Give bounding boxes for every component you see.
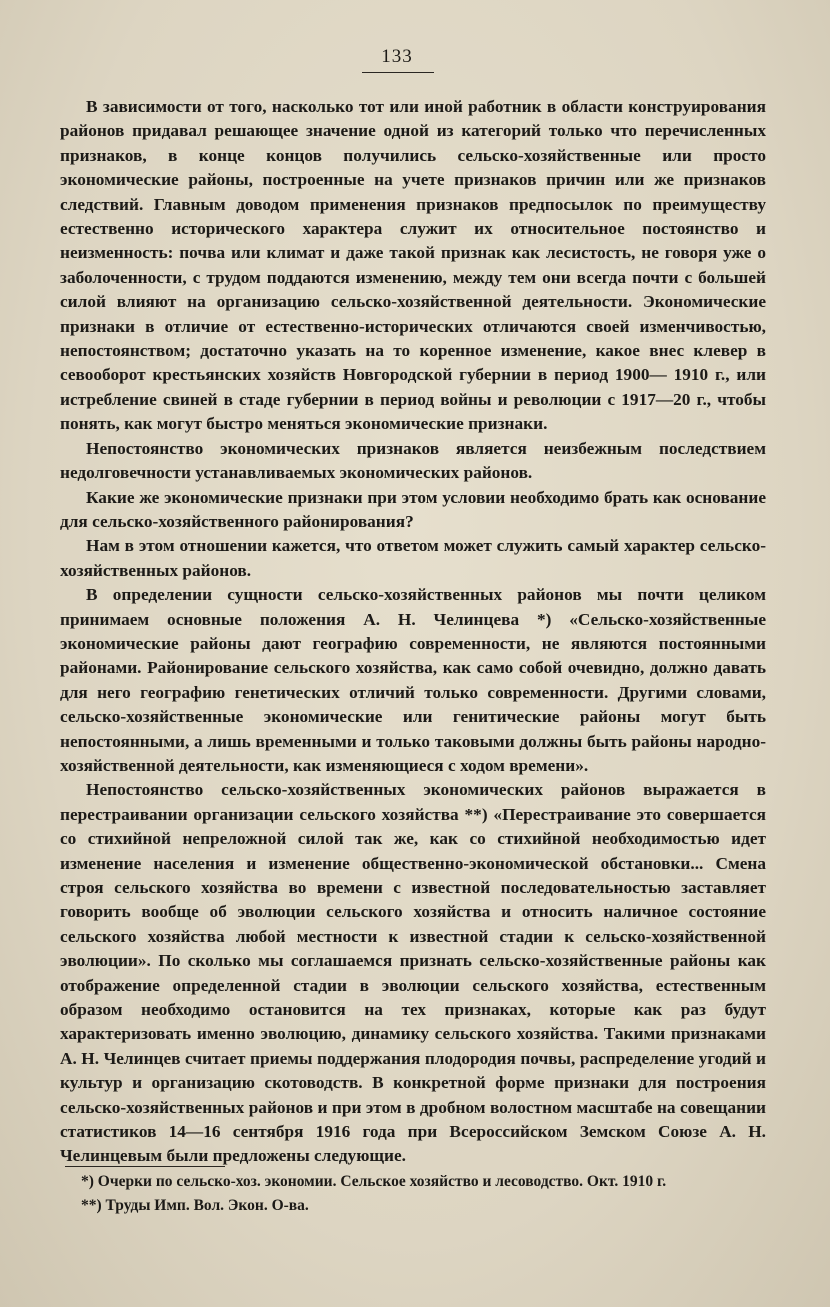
paragraph-1: В зависимости от того, насколько тот или иной работник в области конструирования районов придавал решающее значение одной из категорий только что перечисленных признаков, в конце концов получились сельско-хозяйственные или просто экономические районы, построенные на учете признаков причин или же признаков следствий. Главным доводом применения признаков предпосылок по преимуществу естественно исторического характера служит их относительное постоянство и неизменность: почва или климат и даже такой признак как лесистость, не говоря уже о заболоченности, с трудом поддаются изменению, между тем они всегда почти с большей силой влияют на организацию сельско-хозяйственной деятельности. Экономические признаки в отличие от естественно-исторических отличаются своей изменчивостью, непостоянством; достаточно указать на то коренное изменение, какое внес клевер в севооборот крестьянских хозяйств Новгородской губернии в период 1900— 1910 г., или истребление свиней в стаде губернии в период войны и революции с 1917—20 г., чтобы понять, как могут быстро меняться экономические признаки. — [60, 97, 766, 434]
paragraph-4: Нам в этом отношении кажется, что ответом может служить самый характер сельско-хозяйственных районов. — [60, 536, 766, 580]
body-text — [60, 95, 766, 1169]
footnotes — [65, 1170, 765, 1218]
footnote-1: *) Очерки по сельско-хоз. экономии. Сельское хозяйство и лесоводство. Окт. 1910 г. — [81, 1173, 667, 1190]
paragraph-3: Какие же экономические признаки при этом условии необходимо брать как основание для сельско-хозяйственного районирования? — [60, 487, 766, 531]
page-number-rule — [362, 72, 434, 73]
footnote-rule — [65, 1166, 225, 1167]
paragraph-2: Непостоянство экономических признаков является неизбежным последствием недолговечности устанавливаемых экономических районов. — [60, 438, 766, 483]
paragraph-6: Непостоянство сельско-хозяйственных экономических районов выражается в перестраивании организации сельского хозяйства **) «Перестраивание это совершается со стихийной непреложной силой так же, как со стихийной необходимостью идет изменение населения и изменение общественно-экономической обстановки... Смена строя сельского хозяйства во времени с известной последовательностью заставляет говорить вообще об эволюции сельского хозяйства и относить наличное состояние сельского хозяйства любой местности к известной стадии к сельско-хозяйственной эволюции». По сколько мы соглашаемся признать сельско-хозяйственные районы как отображение определенной стадии в эволюции сельского хозяйства, естественным образом необходимо остановится на тех признаках, которые как раз будут характеризовать именно эволюцию, динамику сельского хозяйства. Такими признаками А. Н. Челинцев считает приемы поддержания плодородия почвы, распределение угодий и культур и организацию скотоводств. В конкретной форме признаки для построения сельско-хозяйственных районов и при этом в дробном волостном масштабе на совещании статистиков 14—16 сентября 1916 года при Всероссийском Земском Союзе А. Н. Челинцевым были предложены следующие. — [60, 780, 766, 1166]
footnote-2: **) Труды Имп. Вол. Экон. О-ва. — [81, 1197, 309, 1214]
paragraph-5: В определении сущности сельско-хозяйственных районов мы почти целиком принимаем основные положения А. Н. Челинцева *) «Сельско-хозяйственные экономические районы дают географию современности, не являются постоянными районами. Районирование сельского хозяйства, как само собой очевидно, должно давать для него географию генетических отличий только современности. Другими словами, сельско-хозяйственные экономические или генитические районы могут быть непостоянными, а лишь временными и только таковыми должны быть районы народно-хозяйственной деятельности, как изменяющиеся с ходом времени». — [60, 585, 766, 775]
page-number: 133 — [381, 46, 413, 67]
